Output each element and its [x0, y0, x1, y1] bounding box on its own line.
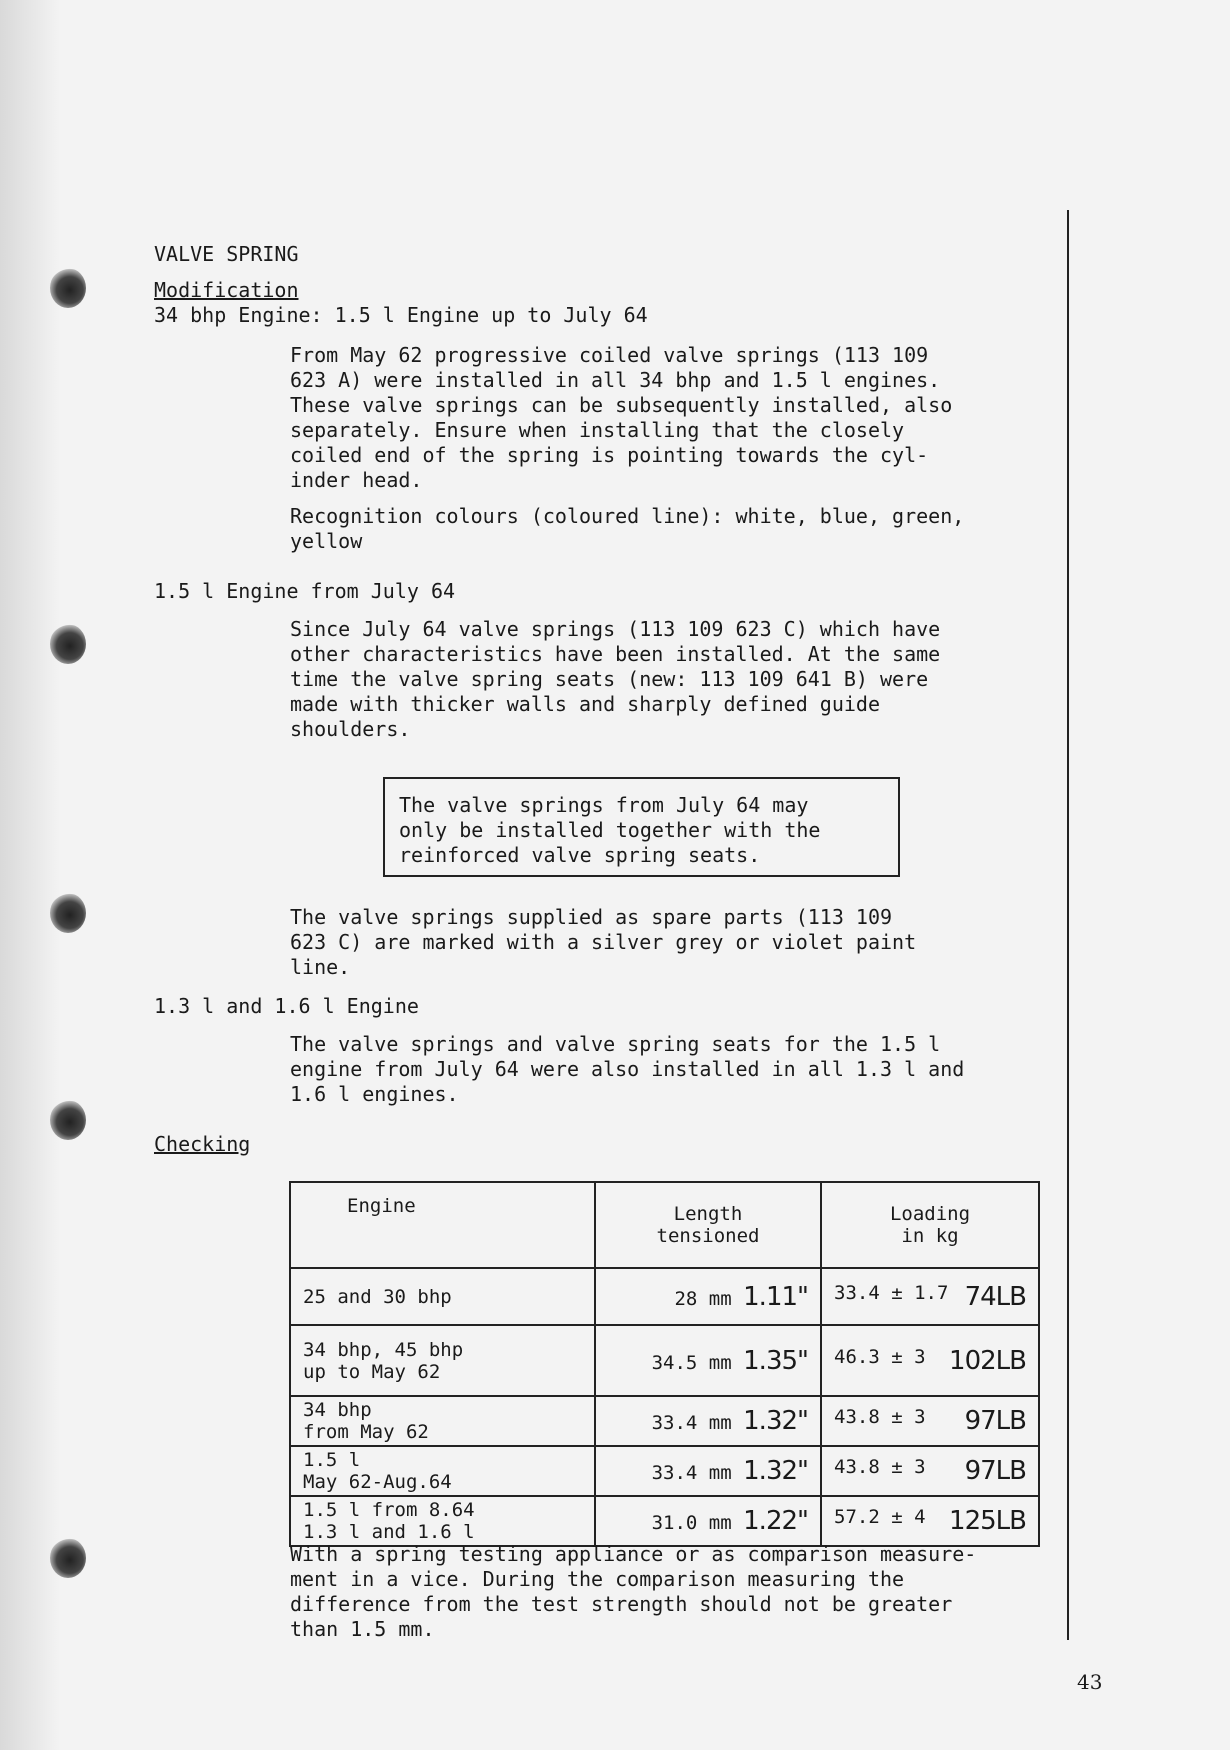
cell-engine: 1.5 l from 8.64 1.3 l and 1.6 l: [290, 1496, 595, 1546]
checking-heading: Checking: [154, 1132, 251, 1156]
page-edge-shadow: [0, 0, 60, 1750]
page-title: VALVE SPRING: [154, 242, 299, 266]
cell-engine: 25 and 30 bhp: [290, 1268, 595, 1325]
cell-engine: 34 bhp from May 62: [290, 1396, 595, 1446]
handwritten-inches: 1.32": [743, 1456, 808, 1486]
handwritten-inches: 1.35": [743, 1345, 808, 1376]
paragraph-recognition-colours: Recognition colours (coloured line): white, blue, green, yellow: [290, 504, 965, 553]
header-length: Length tensioned: [595, 1182, 821, 1268]
modification-heading: Modification: [154, 278, 299, 302]
binder-hole: [50, 268, 86, 308]
cell-loading: 46.3 ± 3 102LB: [821, 1325, 1039, 1396]
table-header-row: [290, 1182, 1039, 1268]
cell-length: 31.0 mm 1.22": [595, 1496, 821, 1546]
page-number: 43: [1077, 1670, 1103, 1694]
binder-hole: [50, 893, 86, 933]
subheading-1-3-1-6-engine: 1.3 l and 1.6 l Engine: [154, 994, 419, 1018]
paragraph-spare-parts: The valve springs supplied as spare parts (113 109 623 C) are marked with a silver grey or violet paint line.: [290, 905, 917, 979]
cell-loading: 57.2 ± 4 125LB: [821, 1496, 1039, 1546]
handwritten-inches: 1.22": [743, 1506, 808, 1536]
handwritten-pounds: 125LB: [949, 1506, 1026, 1536]
margin-rule: [1067, 210, 1069, 1640]
paragraph-testing-method: With a spring testing appliance or as comparison measure- ment in a vice. During the comparison measuring the difference from the test strength should not be greater than 1.5 mm.: [290, 1542, 977, 1641]
handwritten-pounds: 97LB: [964, 1406, 1026, 1436]
table-row: [290, 1496, 1039, 1546]
note-box: The valve springs from July 64 may only be installed together with the reinforced valve spring seats.: [383, 777, 900, 877]
cell-length: 33.4 mm 1.32": [595, 1446, 821, 1496]
cell-engine: 34 bhp, 45 bhp up to May 62: [290, 1325, 595, 1396]
checking-table: [289, 1181, 1040, 1547]
handwritten-pounds: 97LB: [964, 1456, 1026, 1486]
handwritten-inches: 1.32": [743, 1406, 808, 1436]
cell-length: 33.4 mm 1.32": [595, 1396, 821, 1446]
handwritten-pounds: 102LB: [949, 1345, 1026, 1376]
binder-hole: [50, 1538, 86, 1578]
cell-length: 34.5 mm 1.35": [595, 1325, 821, 1396]
binder-hole: [50, 624, 86, 664]
handwritten-pounds: 74LB: [964, 1281, 1026, 1312]
cell-engine: 1.5 l May 62-Aug.64: [290, 1446, 595, 1496]
binder-hole: [50, 1100, 86, 1140]
header-engine: Engine: [290, 1182, 595, 1268]
subheading-34bhp: 34 bhp Engine: 1.5 l Engine up to July 64: [154, 303, 648, 327]
cell-loading: 43.8 ± 3 97LB: [821, 1446, 1039, 1496]
table-row: [290, 1325, 1039, 1396]
header-loading: Loading in kg: [821, 1182, 1039, 1268]
table-row: [290, 1446, 1039, 1496]
subheading-from-july-64: 1.5 l Engine from July 64: [154, 579, 456, 603]
paragraph-progressive-springs: From May 62 progressive coiled valve springs (113 109 623 A) were installed in all 34 bhp and 1.5 l engines. These valve springs can be subsequently installed, also separately. Ensure when installing that the closely coiled end of the spring is pointing towards the cyl- inder head.: [290, 343, 953, 492]
cell-loading: 43.8 ± 3 97LB: [821, 1396, 1039, 1446]
cell-length: 28 mm 1.11": [595, 1268, 821, 1325]
table-row: [290, 1396, 1039, 1446]
paragraph-since-july-64: Since July 64 valve springs (113 109 623 C) which have other characteristics have been installed. At the same time the valve spring seats (new: 113 109 641 B) were made with thicker walls and sharply defined guide shoulders.: [290, 617, 941, 741]
paragraph-also-installed: The valve springs and valve spring seats for the 1.5 l engine from July 64 were also installed in all 1.3 l and 1.6 l engines.: [290, 1032, 965, 1106]
handwritten-inches: 1.11": [743, 1281, 808, 1312]
table-row: [290, 1268, 1039, 1325]
cell-loading: 33.4 ± 1.7 74LB: [821, 1268, 1039, 1325]
